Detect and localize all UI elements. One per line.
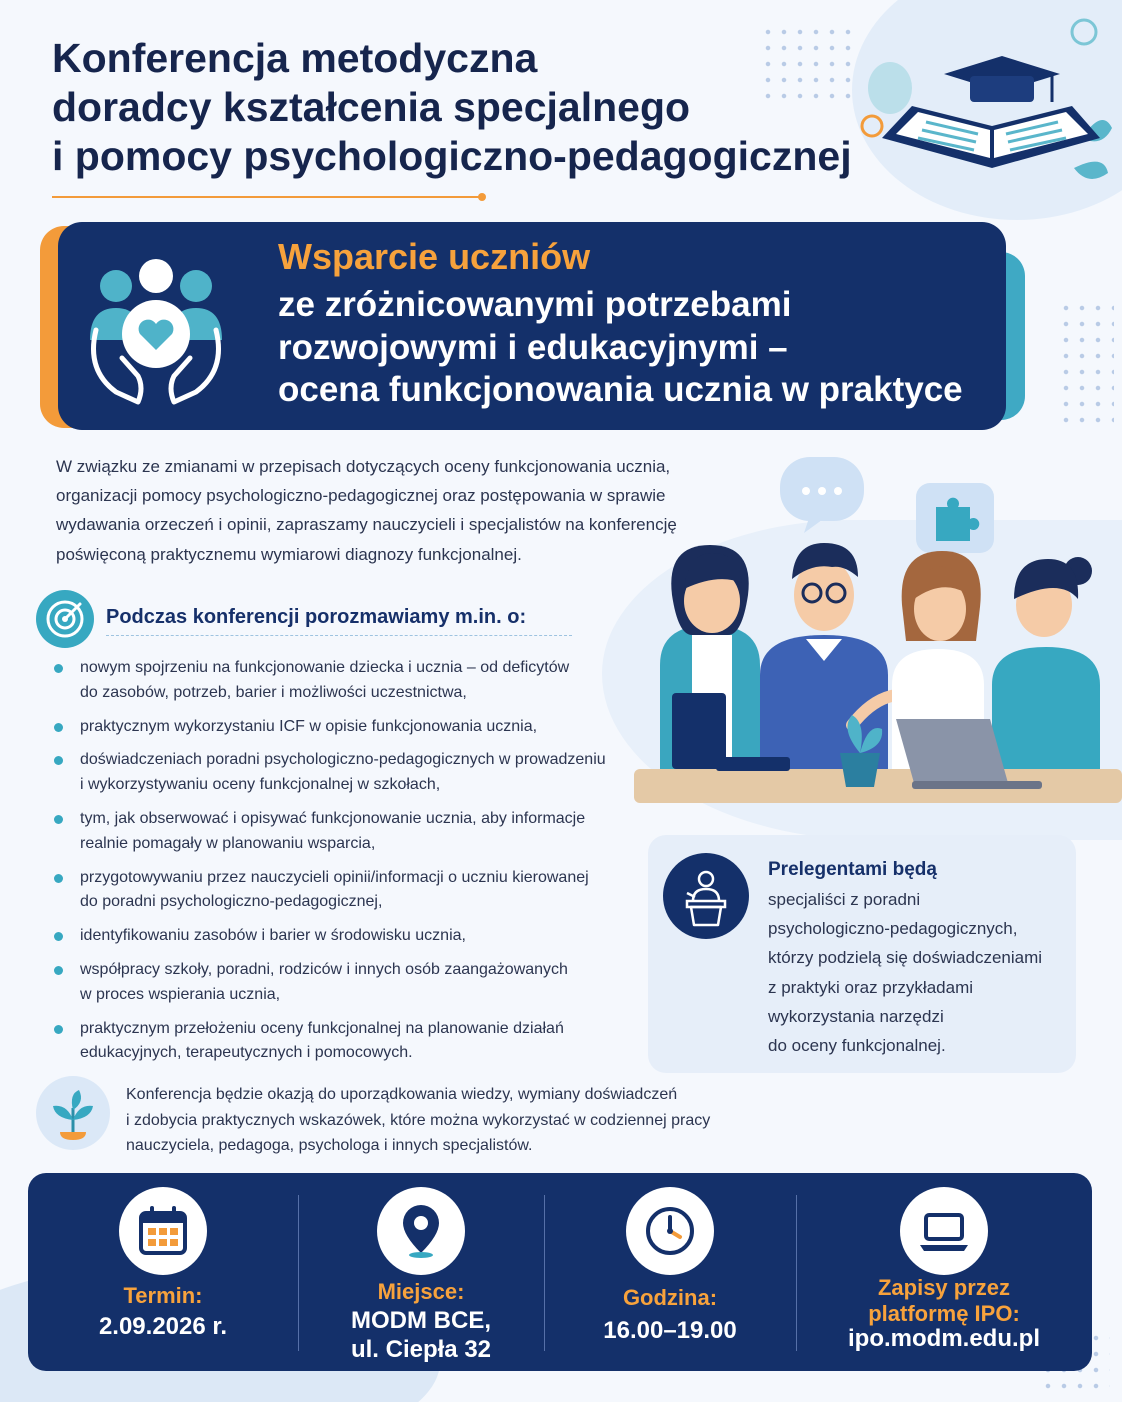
list-item xyxy=(52,656,632,706)
closing-paragraph xyxy=(126,1082,766,1159)
page-title xyxy=(52,34,852,182)
target-icon xyxy=(36,590,94,648)
list-item-line: do poradni psychologiczno-pedagogicznej, xyxy=(80,893,383,911)
date-label: Termin: xyxy=(123,1283,203,1308)
list-item xyxy=(52,807,632,857)
place-value xyxy=(298,1307,544,1365)
time-cell xyxy=(544,1173,796,1371)
caring-hands-people-icon xyxy=(76,240,236,410)
signup-label-line: platformę IPO: xyxy=(868,1301,1020,1327)
list-item-line: do zasobów, potrzeb, barier i możliwości uczestnictwa, xyxy=(80,683,467,701)
place-line: ul. Ciepła 32 xyxy=(350,1335,492,1363)
closing-line: nauczyciela, pedagoga, psychologa i innych specjalistów. xyxy=(126,1137,533,1155)
closing-line: Konferencja będzie okazją do uporządkowania wiedzy, wymiany doświadczeń xyxy=(126,1086,678,1103)
title-underline xyxy=(52,196,482,198)
list-item xyxy=(52,748,632,798)
banner-line: rozwojowymi i edukacyjnymi – xyxy=(278,327,788,367)
speakers-line: psychologiczno-pedagogicznych, xyxy=(768,919,1018,939)
title-line: i pomocy psychologiczno-pedagogicznej xyxy=(52,133,852,180)
intro-line: poświęconą praktycznemu wymiarowi diagnozy funkcjonalnej. xyxy=(56,544,522,564)
speakers-line: z praktyki oraz przykładami xyxy=(768,977,974,997)
icon-circle xyxy=(119,1187,207,1275)
speakers-line: specjaliści z poradni xyxy=(768,890,921,909)
book-graduation-cap-icon xyxy=(852,18,1114,218)
speakers-line: wykorzystania narzędzi xyxy=(768,1006,944,1026)
banner-line: ze zróżnicowanymi potrzebami xyxy=(278,285,792,324)
sprout-icon xyxy=(36,1076,110,1150)
speakers-heading: Prelegentami będą xyxy=(768,859,937,880)
list-item-line: praktycznym wykorzystaniu ICF w opisie funkcjonowania ucznia, xyxy=(80,717,538,735)
banner-line: ocena funkcjonowania ucznia w praktyce xyxy=(278,370,963,410)
closing-line: i zdobycia praktycznych wskazówek, które można wykorzystać w codziennej pracy xyxy=(126,1111,711,1129)
time-value: 16.00–19.00 xyxy=(603,1317,737,1344)
date-value: 2.09.2026 r. xyxy=(98,1313,228,1340)
title-line: doradcy kształcenia specjalnego xyxy=(52,84,691,131)
banner-subtitle: Wsparcie uczniów xyxy=(278,236,591,277)
speakers-box xyxy=(648,835,1076,1073)
event-details-footer xyxy=(28,1173,1092,1371)
banner-heading xyxy=(278,284,998,412)
list-item-line: przygotowywaniu przez nauczycieli opinii/informacji o uczniu kierowanej xyxy=(80,868,589,886)
list-item xyxy=(52,958,632,1008)
place-cell xyxy=(298,1173,544,1371)
list-item-line: realnie pomagały w planowaniu wsparcia, xyxy=(80,834,376,852)
list-item xyxy=(52,1017,632,1067)
clock-icon xyxy=(642,1203,698,1259)
list-item-line: doświadczeniach poradni psychologiczno-pedagogicznych w prowadzeniu xyxy=(80,751,606,769)
signup-cell xyxy=(796,1173,1092,1371)
list-item-line: w proces wspierania ucznia, xyxy=(80,985,281,1003)
list-item-line: praktycznym przełożeniu oceny funkcjonalnej na planowanie działań xyxy=(80,1019,564,1037)
speaker-podium-icon xyxy=(663,853,749,939)
topics-heading: Podczas konferencji porozmawiamy m.in. o: xyxy=(106,606,572,636)
place-label: Miejsce: xyxy=(377,1279,465,1304)
list-item-line: nowym spojrzeniu na funkcjonowanie dziecka i ucznia – od deficytów xyxy=(80,659,570,676)
time-label: Godzina: xyxy=(622,1285,718,1310)
list-item xyxy=(52,924,632,949)
icon-circle xyxy=(626,1187,714,1275)
list-item-line: identyfikowaniu zasobów i barier w środowisku ucznia, xyxy=(80,927,466,945)
intro-line: organizacji pomocy psychologiczno-pedagogicznej oraz postępowania w sprawie xyxy=(56,486,666,506)
list-item-line: tym, jak obserwować i opisywać funkcjonowanie ucznia, aby informacje xyxy=(80,809,586,827)
list-item xyxy=(52,715,632,740)
title-line: Konferencja metodyczna xyxy=(52,35,538,81)
calendar-icon xyxy=(135,1203,191,1259)
location-pin-icon xyxy=(393,1203,449,1259)
list-item-line: edukacyjnych, terapeutycznych i pomocowych. xyxy=(80,1044,413,1062)
topic-banner xyxy=(58,222,1006,430)
list-item-line: współpracy szkoły, poradni, rodziców i innych osób zaangażowanych xyxy=(80,960,568,978)
signup-label xyxy=(796,1275,1092,1328)
topics-list xyxy=(52,656,632,1075)
team-meeting-illustration xyxy=(620,455,1122,805)
laptop-icon xyxy=(916,1203,972,1259)
icon-circle xyxy=(900,1187,988,1275)
list-item xyxy=(52,866,632,916)
decorative-dots xyxy=(1058,300,1114,430)
icon-circle xyxy=(377,1187,465,1275)
signup-label-line: Zapisy przez xyxy=(877,1275,1011,1300)
speakers-text xyxy=(768,885,1068,1060)
speakers-line: do oceny funkcjonalnej. xyxy=(768,1036,946,1056)
signup-link[interactable]: ipo.modm.edu.pl xyxy=(848,1325,1040,1352)
intro-line: W związku ze zmianami w przepisach dotyczących oceny funkcjonowania ucznia, xyxy=(56,457,671,476)
list-item-line: i wykorzystywaniu oceny funkcjonalnej w szkołach, xyxy=(80,776,441,794)
speakers-line: którzy podzielą się doświadczeniami xyxy=(768,948,1043,968)
intro-line: wydawania orzeczeń i opinii, zapraszamy nauczycieli i specjalistów na konferencję xyxy=(56,515,677,535)
date-cell xyxy=(28,1173,298,1371)
place-line: MODM BCE, xyxy=(351,1307,491,1334)
